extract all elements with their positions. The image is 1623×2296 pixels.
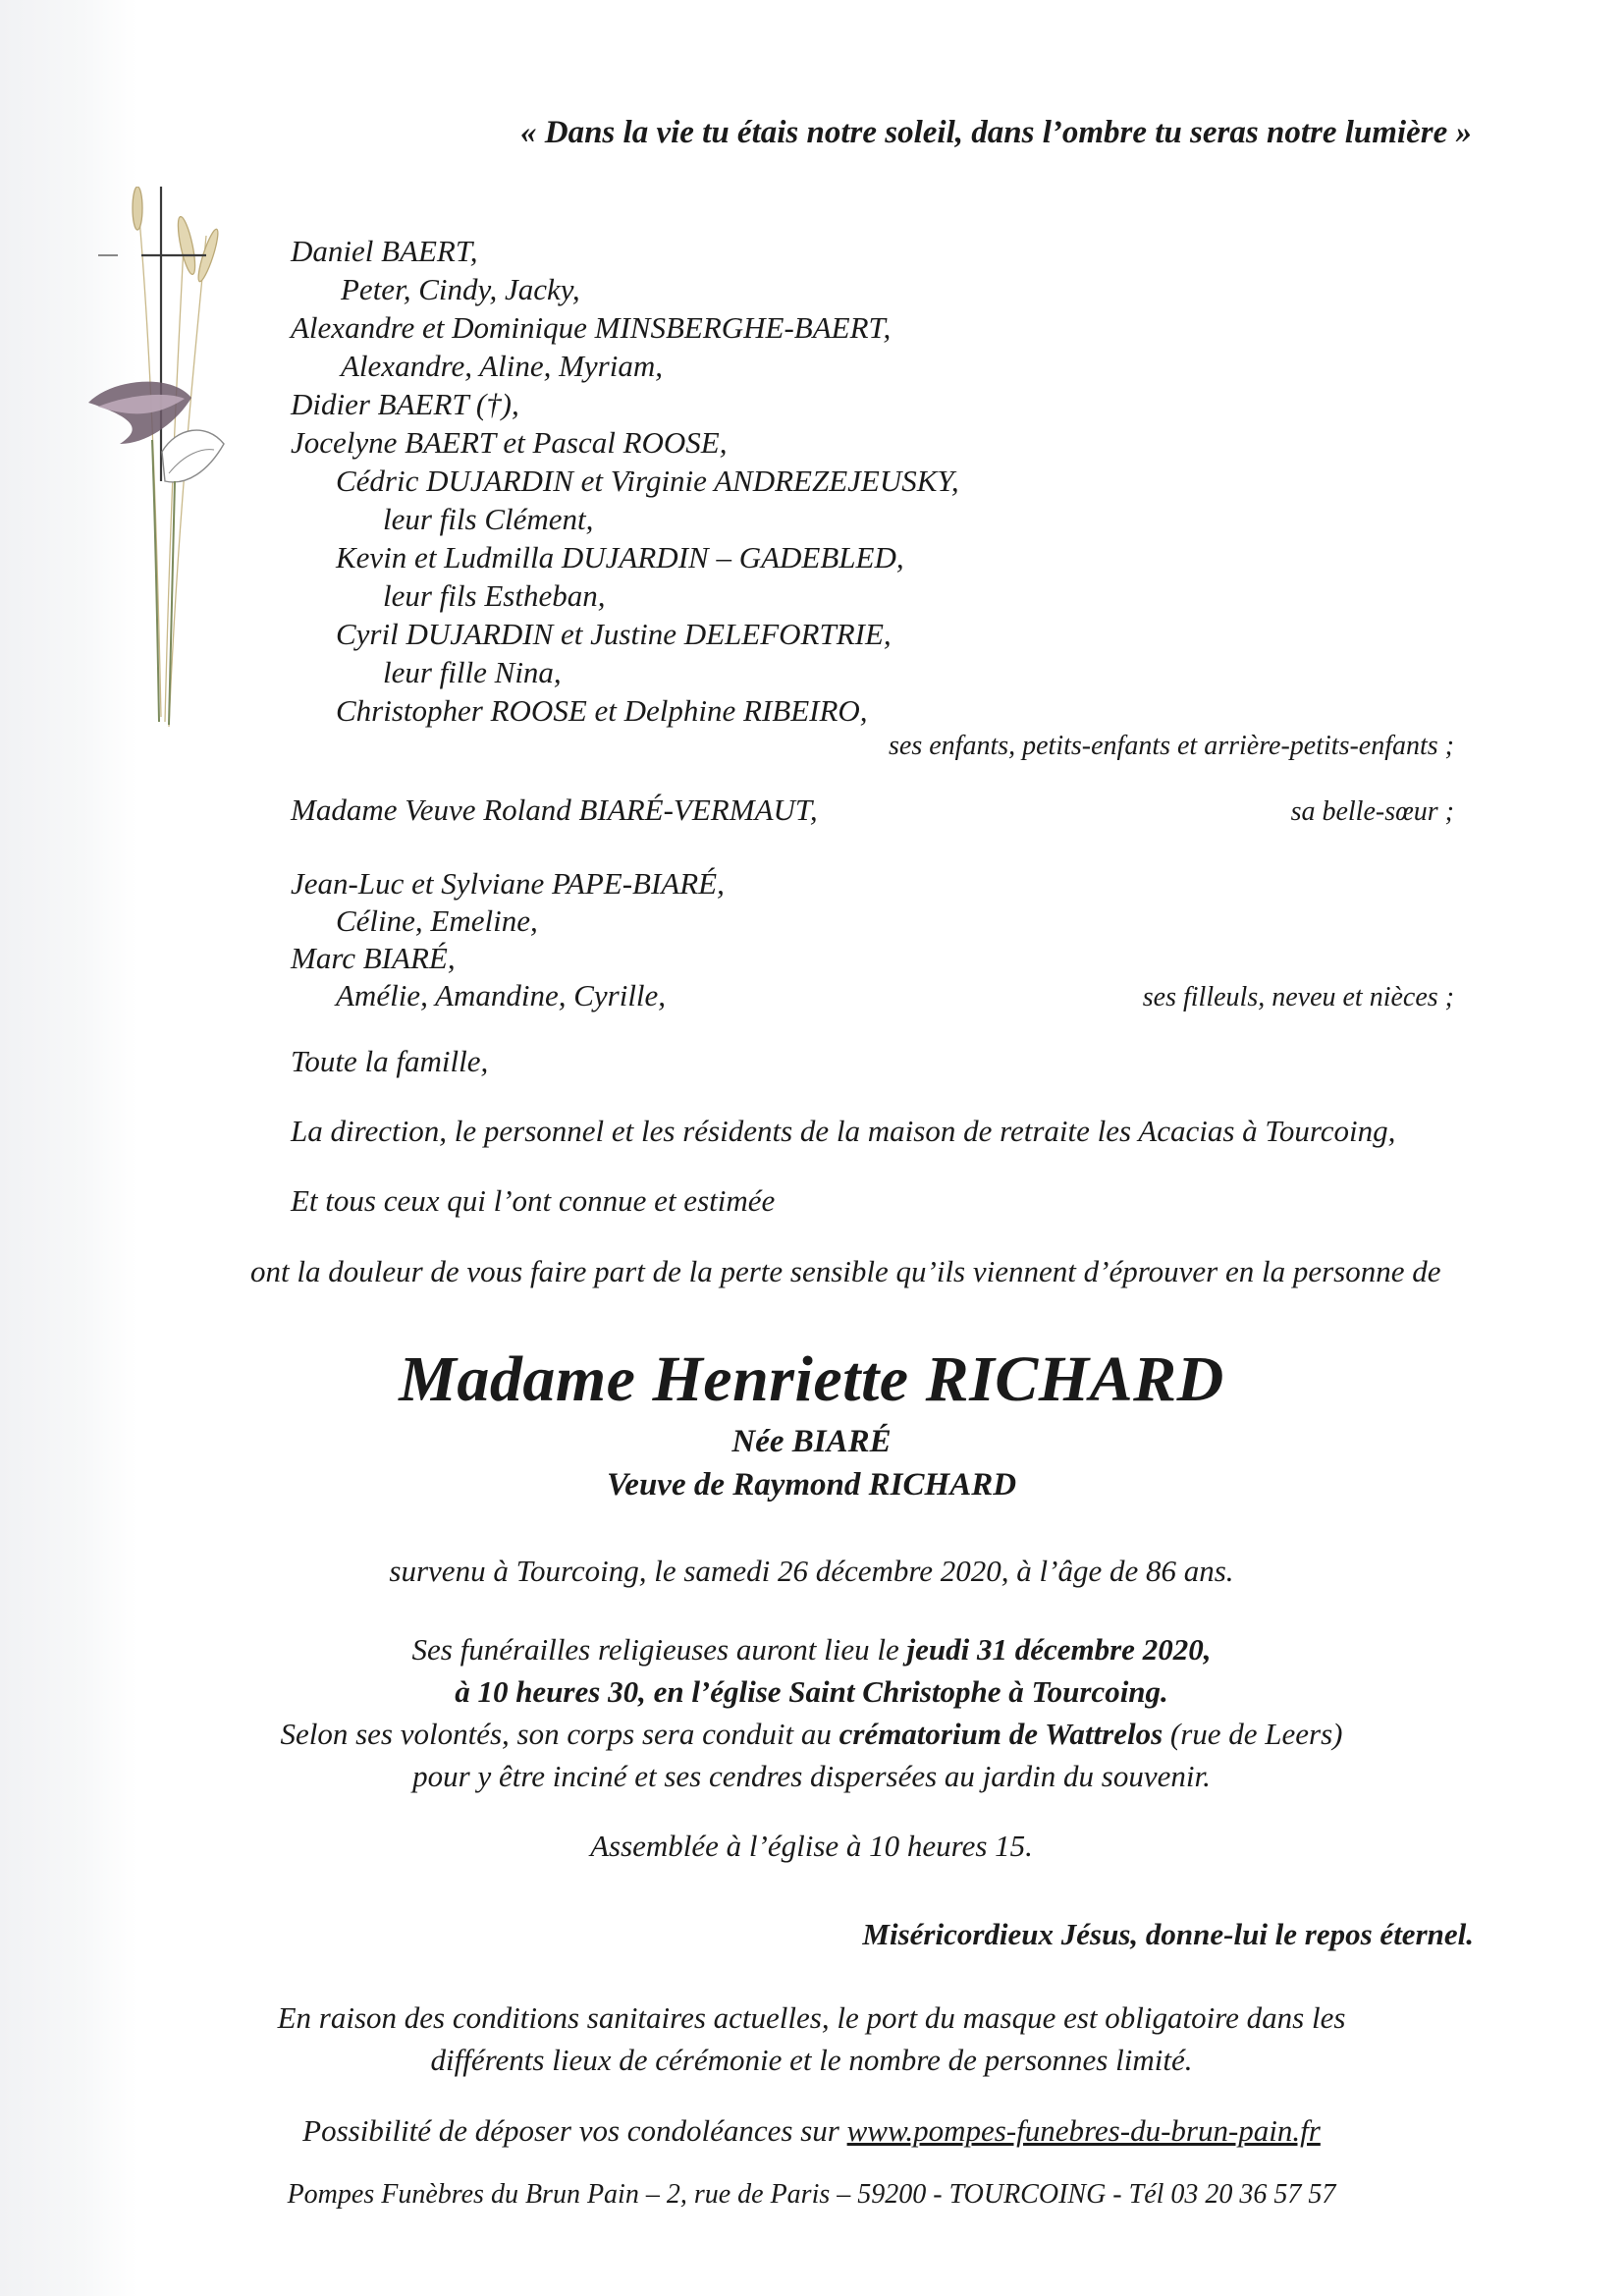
family-line: leur fille Nina, xyxy=(383,655,562,689)
family-line: Cédric DUJARDIN et Virginie ANDREZEJEUSKY, xyxy=(336,464,959,498)
family-line: Alexandre et Dominique MINSBERGHE-BAERT, xyxy=(291,310,892,345)
crematorium-street: (rue de Leers) xyxy=(1163,1717,1343,1751)
sister-in-law-relation: sa belle-sœur ; xyxy=(1290,796,1454,827)
godchildren-line: Jean-Luc et Sylviane PAPE-BIARÉ, xyxy=(291,866,725,901)
condolences-line xyxy=(0,2111,1623,2151)
sister-in-law-name: Madame Veuve Roland BIARÉ-VERMAUT, xyxy=(291,793,818,827)
epitaph-quote: « Dans la vie tu étais notre soleil, dans l’ombre tu seras notre lumière » xyxy=(520,115,1472,150)
assembly-time: Assemblée à l’église à 10 heures 15. xyxy=(590,1829,1033,1863)
calla-lily-icon xyxy=(88,382,224,482)
crematorium-name: crématorium de Wattrelos xyxy=(839,1717,1163,1751)
deceased-name: Madame Henriette RICHARD xyxy=(399,1343,1224,1415)
godchildren-line: Marc BIARÉ, xyxy=(291,941,456,975)
family-line: Kevin et Ludmilla DUJARDIN – GADEBLED, xyxy=(336,540,904,574)
family-line: Cyril DUJARDIN et Justine DELEFORTRIE, xyxy=(336,617,892,651)
deceased-maiden-name: Née BIARÉ xyxy=(731,1424,892,1459)
funeral-date: jeudi 31 décembre 2020, xyxy=(906,1632,1212,1667)
family-line: Jocelyne BAERT et Pascal ROOSE, xyxy=(291,425,728,460)
whole-family: Toute la famille, xyxy=(291,1044,489,1078)
funeral-line-1 xyxy=(0,1630,1623,1669)
sanitary-line: différents lieux de cérémonie et le nombre de personnes limité. xyxy=(430,2043,1193,2077)
family-line: leur fils Estheban, xyxy=(383,578,606,613)
godchildren-relation: ses filleuls, neveu et nièces ; xyxy=(1142,982,1454,1012)
prayer-line: Miséricordieux Jésus, donne-lui le repos éternel. xyxy=(862,1917,1474,1951)
funeral-line-4: pour y être inciné et ses cendres dispersées au jardin du souvenir. xyxy=(412,1759,1211,1793)
funeral-time-place: à 10 heures 30, en l’église Saint Christophe à Tourcoing. xyxy=(455,1674,1168,1709)
funeral-home-footer: Pompes Funèbres du Brun Pain – 2, rue de Paris – 59200 - TOURCOING - Tél 03 20 36 57 57 xyxy=(287,2179,1336,2210)
cremation-intro: Selon ses volontés, son corps sera conduit au xyxy=(280,1717,839,1751)
godchildren-line: Céline, Emeline, xyxy=(336,903,538,938)
retirement-home-line: La direction, le personnel et les résidents de la maison de retraite les Acacias à Tourcoing, xyxy=(291,1114,1396,1148)
godchildren-line: Amélie, Amandine, Cyrille, xyxy=(336,978,667,1012)
family-relation: ses enfants, petits-enfants et arrière-petits-enfants ; xyxy=(889,731,1454,761)
funeral-intro: Ses funérailles religieuses auront lieu le xyxy=(411,1632,907,1667)
family-line: Christopher ROOSE et Delphine RIBEIRO, xyxy=(336,693,868,728)
family-line: Didier BAERT (†), xyxy=(291,387,519,421)
announcement-line: ont la douleur de vous faire part de la perte sensible qu’ils viennent d’éprouver en la personne de xyxy=(250,1254,1441,1288)
family-line: Daniel BAERT, xyxy=(291,234,478,268)
condolences-link[interactable]: www.pompes-funebres-du-brun-pain.fr xyxy=(846,2113,1321,2148)
family-line: Alexandre, Aline, Myriam, xyxy=(341,349,663,383)
funeral-line-3 xyxy=(0,1715,1623,1754)
sanitary-line: En raison des conditions sanitaires actuelles, le port du masque est obligatoire dans les xyxy=(277,2000,1346,2035)
deceased-widow-of: Veuve de Raymond RICHARD xyxy=(606,1467,1017,1503)
all-who-knew-line: Et tous ceux qui l’ont connue et estimée xyxy=(291,1183,776,1218)
condolences-text: Possibilité de déposer vos condoléances sur xyxy=(302,2113,847,2148)
cross-lily-decoration xyxy=(59,187,255,737)
death-details: survenu à Tourcoing, le samedi 26 décembre 2020, à l’âge de 86 ans. xyxy=(389,1554,1234,1588)
family-line: Peter, Cindy, Jacky, xyxy=(341,272,580,306)
family-line: leur fils Clément, xyxy=(383,502,594,536)
